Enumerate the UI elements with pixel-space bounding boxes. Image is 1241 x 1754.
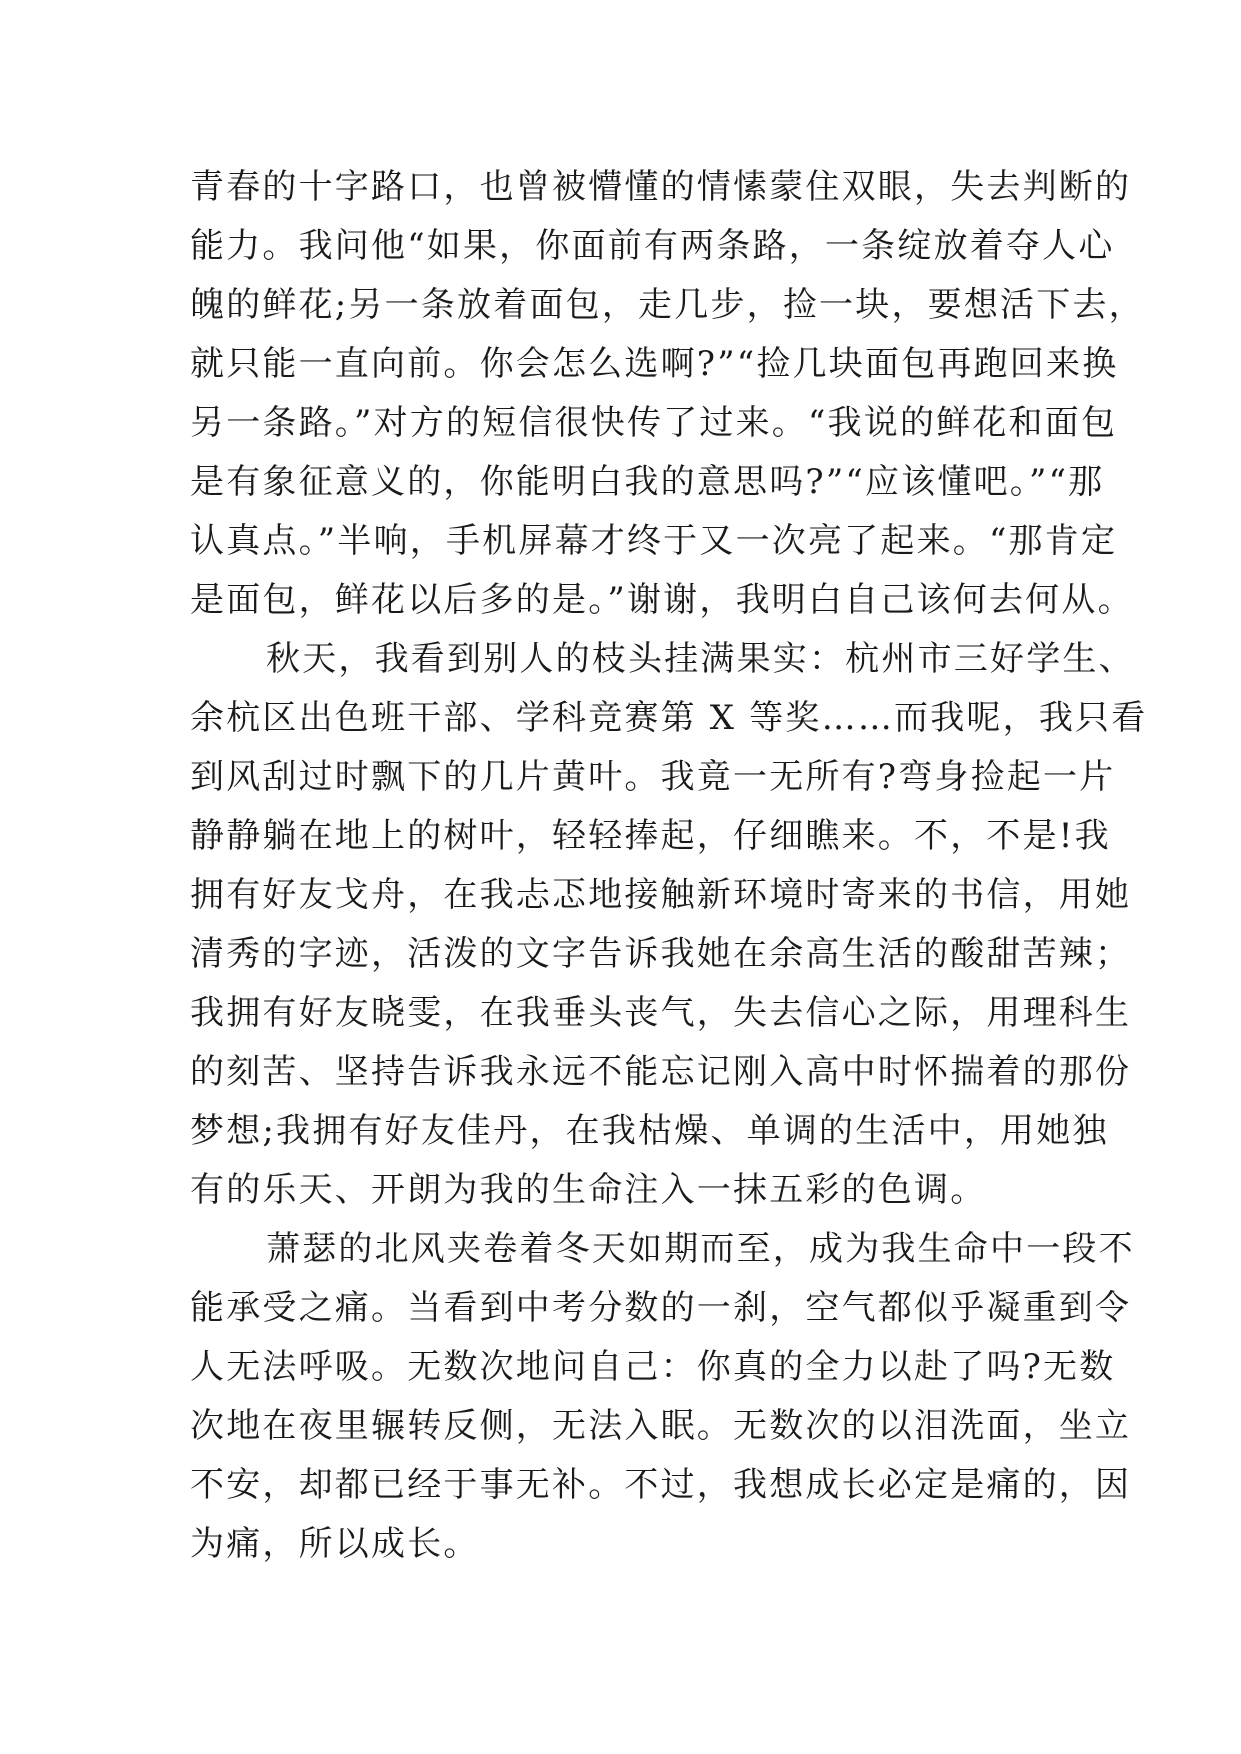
text-line: 静静躺在地上的树叶，轻轻捧起，仔细瞧来。不，不是!我 <box>190 816 1111 856</box>
text-line: 青春的十字路口，也曾被懵懂的情愫蒙住双眼，失去判断的 <box>190 167 1132 207</box>
text-line: 认真点。”半响，手机屏幕才终于又一次亮了起来。“那肯定 <box>190 521 1118 561</box>
text-line: 不安，却都已经于事无补。不过，我想成长必定是痛的，因 <box>190 1465 1132 1505</box>
text-line: 是有象征意义的，你能明白我的意思吗?”“应该懂吧。”“那 <box>190 462 1105 502</box>
text-line: 的刻苦、坚持告诉我永远不能忘记刚入高中时怀揣着的那份 <box>190 1052 1132 1092</box>
text-line: 有的乐天、开朗为我的生命注入一抹五彩的色调。 <box>190 1170 987 1210</box>
text-line: 次地在夜里辗转反侧，无法入眠。无数次的以泪洗面，坐立 <box>190 1406 1132 1446</box>
text-line: 魄的鲜花;另一条放着面包，走几步，捡一块，要想活下去， <box>190 285 1145 325</box>
paragraph-1 <box>190 158 1145 630</box>
text-line: 梦想;我拥有好友佳丹，在我枯燥、单调的生活中，用她独 <box>190 1111 1109 1151</box>
text-line: 我拥有好友晓雯，在我垂头丧气，失去信心之际，用理科生 <box>190 993 1132 1033</box>
text-line: 拥有好友戈舟，在我忐忑地接触新环境时寄来的书信，用她 <box>190 875 1132 915</box>
text-line: 能力。我问他“如果，你面前有两条路，一条绽放着夺人心 <box>190 226 1115 266</box>
text-line: 另一条路。”对方的短信很快传了过来。“我说的鲜花和面包 <box>190 403 1118 443</box>
text-line: 秋天，我看到别人的枝头挂满果实：杭州市三好学生、 <box>266 639 1135 679</box>
paragraph-3 <box>190 1220 1135 1574</box>
text-line: 清秀的字迹，活泼的文字告诉我她在余高生活的酸甜苦辣； <box>190 934 1132 974</box>
text-line: 到风刮过时飘下的几片黄叶。我竟一无所有?弯身捡起一片 <box>190 757 1116 797</box>
paragraph-2 <box>190 630 1148 1220</box>
text-line: 是面包，鲜花以后多的是。”谢谢，我明白自己该何去何从。 <box>190 580 1134 620</box>
text-line: 余杭区出色班干部、学科竞赛第 X 等奖……而我呢，我只看 <box>190 698 1148 738</box>
text-line: 人无法呼吸。无数次地问自己：你真的全力以赴了吗?无数 <box>190 1347 1116 1387</box>
text-line: 就只能一直向前。你会怎么选啊?”“捡几块面包再跑回来换 <box>190 344 1119 384</box>
text-line: 萧瑟的北风夹卷着冬天如期而至，成为我生命中一段不 <box>266 1229 1135 1269</box>
document-body <box>190 158 1148 1574</box>
text-line: 为痛，所以成长。 <box>190 1524 480 1564</box>
text-line: 能承受之痛。当看到中考分数的一刹，空气都似乎凝重到令 <box>190 1288 1132 1328</box>
